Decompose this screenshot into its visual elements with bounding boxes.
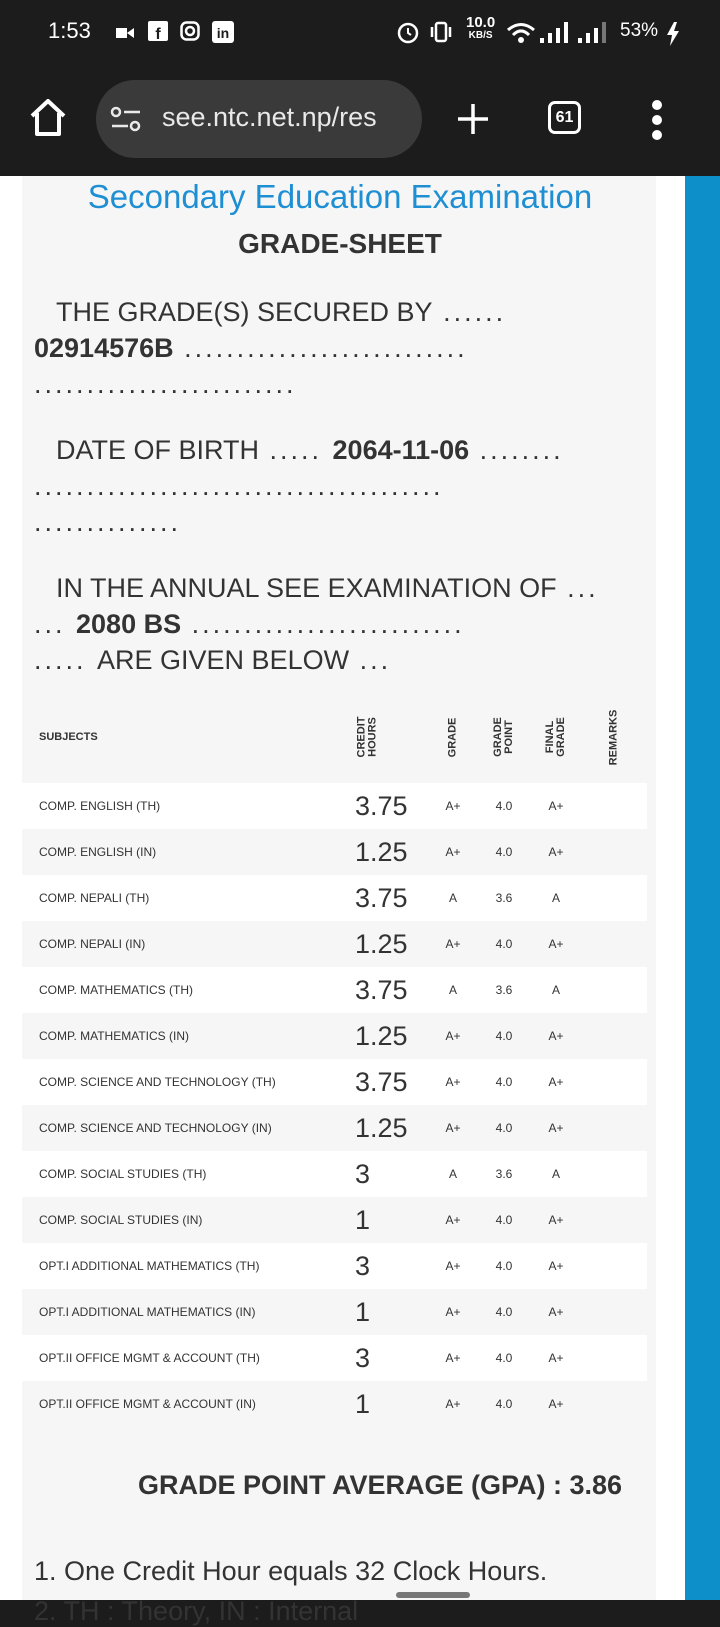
remarks-cell [581,1105,647,1151]
vibrate-icon [428,20,454,44]
table-row [22,1243,656,1289]
spacer-cell [647,1151,656,1197]
credit-hours-cell: 1.25 [355,921,429,967]
table-header-row [22,691,656,783]
final-grade-cell: A+ [531,1059,581,1105]
subject-cell: OPT.I ADDITIONAL MATHEMATICS (IN) [22,1289,355,1335]
spacer-cell [647,783,656,829]
grade-cell: A+ [429,1059,477,1105]
table-row [22,967,656,1013]
subject-cell: OPT.II OFFICE MGMT & ACCOUNT (TH) [22,1335,355,1381]
spacer-cell [647,829,656,875]
exam-paragraph: IN THE ANNUAL SEE EXAMINATION OF ... ... 2080 BS .......................... ..... ARE GIVEN BELOW ... [34,573,599,675]
grades-table [22,691,656,1427]
dob-value: 2064-11-06 [332,435,470,465]
grade-cell: A+ [429,1381,477,1427]
header-final-grade: FINAL GRADE [543,717,567,757]
final-grade-cell: A+ [531,1105,581,1151]
final-grade-cell: A [531,1151,581,1197]
table-row [22,1059,656,1105]
spacer-cell [647,1197,656,1243]
remarks-cell [581,1289,647,1335]
final-grade-cell: A [531,967,581,1013]
sidebar-stripe [685,176,720,1600]
signal-icon-2 [578,22,608,44]
final-grade-cell: A [531,875,581,921]
grade-cell: A [429,1151,477,1197]
credit-hours-cell: 3.75 [355,875,429,921]
remarks-cell [581,875,647,921]
menu-icon[interactable] [650,99,664,141]
header-grade: GRADE [446,717,459,758]
grade-point-cell: 4.0 [477,1059,531,1105]
grade-cell: A+ [429,1105,477,1151]
dob-label: DATE OF BIRTH [56,435,260,465]
grade-point-cell: 3.6 [477,967,531,1013]
credit-hours-cell: 1.25 [355,1013,429,1059]
final-grade-cell: A+ [531,783,581,829]
table-row [22,1289,656,1335]
alarm-icon [397,20,419,44]
final-grade-cell: A+ [531,1381,581,1427]
credit-hours-cell: 3.75 [355,1059,429,1105]
grade-cell: A [429,967,477,1013]
subject-cell: OPT.II OFFICE MGMT & ACCOUNT (IN) [22,1381,355,1427]
remarks-cell [581,1243,647,1289]
table-row [22,1335,656,1381]
gpa-summary: GRADE POINT AVERAGE (GPA) : 3.86 [138,1470,623,1500]
credit-hours-cell: 1 [355,1197,429,1243]
grade-point-cell: 3.6 [477,1151,531,1197]
header-credit-hours: CREDIT HOURS [355,716,379,758]
subject-cell: COMP. NEPALI (TH) [22,875,355,921]
spacer-cell [647,1013,656,1059]
grade-cell: A+ [429,1013,477,1059]
spacer-cell [647,1105,656,1151]
subject-cell: OPT.I ADDITIONAL MATHEMATICS (TH) [22,1243,355,1289]
network-speed-value: 10.0 [466,14,496,31]
url-text[interactable]: see.ntc.net.np/res [162,102,377,132]
grade-cell: A [429,875,477,921]
credit-hours-cell: 3.75 [355,967,429,1013]
exam-year: 2080 BS [76,609,182,639]
status-bar [0,0,720,64]
home-icon[interactable] [28,96,68,138]
subject-cell: COMP. SCIENCE AND TECHNOLOGY (IN) [22,1105,355,1151]
grade-cell: A+ [429,1335,477,1381]
secured-by-paragraph: THE GRADE(S) SECURED BY ...... 02914576B ........................... ......................... [34,297,507,399]
spacer-cell [647,1243,656,1289]
subject-cell: COMP. SOCIAL STUDIES (IN) [22,1197,355,1243]
grade-point-cell: 4.0 [477,921,531,967]
grade-point-cell: 4.0 [477,783,531,829]
final-grade-cell: A+ [531,1013,581,1059]
linkedin-icon [212,21,234,43]
grade-cell: A+ [429,1197,477,1243]
tab-switcher-button[interactable] [548,101,581,134]
webpage-content [0,176,720,1626]
given-below-text: ARE GIVEN BELOW [97,645,350,675]
facebook-icon [148,21,168,41]
sheet-title: GRADE-SHEET [238,228,442,259]
grade-cell: A+ [429,783,477,829]
grade-cell: A+ [429,829,477,875]
secured-by-label: THE GRADE(S) SECURED BY [56,297,433,327]
network-speed-unit: KB/S [468,30,493,41]
status-time: 1:53 [48,18,91,43]
note-abbreviations: 2. TH : Theory, IN : Internal [34,1596,359,1626]
exam-title: Secondary Education Examination [87,178,593,215]
grade-point-cell: 4.0 [477,829,531,875]
credit-hours-cell: 1.25 [355,1105,429,1151]
signal-icon [540,22,570,44]
remarks-cell [581,921,647,967]
grade-point-cell: 4.0 [477,1381,531,1427]
remarks-cell [581,1197,647,1243]
spacer-cell [647,921,656,967]
table-row [22,1105,656,1151]
subject-cell: COMP. SCIENCE AND TECHNOLOGY (TH) [22,1059,355,1105]
final-grade-cell: A+ [531,829,581,875]
credit-hours-cell: 3 [355,1243,429,1289]
spacer-cell [647,1381,656,1427]
site-settings-icon[interactable] [110,106,142,134]
grade-cell: A+ [429,1289,477,1335]
wifi-icon [506,22,536,44]
exam-label: IN THE ANNUAL SEE EXAMINATION OF [56,573,557,603]
credit-hours-cell: 3 [355,1151,429,1197]
table-row [22,1151,656,1197]
credit-hours-cell: 1 [355,1381,429,1427]
final-grade-cell: A+ [531,1289,581,1335]
symbol-number: 02914576B [34,333,174,363]
svg-text:f: f [155,26,161,43]
remarks-cell [581,1013,647,1059]
header-grade-point: GRADE POINT [491,717,515,757]
remarks-cell [581,783,647,829]
final-grade-cell: A+ [531,1197,581,1243]
note-credit-hour: 1. One Credit Hour equals 32 Clock Hours. [34,1556,548,1586]
spacer-cell [647,967,656,1013]
spacer-cell [647,875,656,921]
credit-hours-cell: 3 [355,1335,429,1381]
browser-toolbar [0,64,720,176]
dob-paragraph: DATE OF BIRTH ..... 2064-11-06 ........ ....................................... .............. [34,435,564,537]
video-icon [116,27,134,39]
subject-cell: COMP. ENGLISH (IN) [22,829,355,875]
grade-point-cell: 4.0 [477,1197,531,1243]
grade-point-cell: 4.0 [477,1289,531,1335]
svg-text:in: in [216,25,230,41]
table-row [22,921,656,967]
grade-cell: A+ [429,921,477,967]
instagram-icon [180,21,200,41]
table-row [22,875,656,921]
final-grade-cell: A+ [531,1335,581,1381]
spacer-cell [647,1289,656,1335]
table-row [22,1197,656,1243]
remarks-cell [581,1381,647,1427]
credit-hours-cell: 1 [355,1289,429,1335]
grade-cell: A+ [429,1243,477,1289]
spacer-cell [647,1335,656,1381]
grade-point-cell: 4.0 [477,1335,531,1381]
table-row [22,1381,656,1427]
address-bar[interactable] [96,80,422,158]
subject-cell: COMP. NEPALI (IN) [22,921,355,967]
subject-cell: COMP. SOCIAL STUDIES (TH) [22,1151,355,1197]
tab-count: 61 [555,109,574,126]
subject-cell: COMP. MATHEMATICS (TH) [22,967,355,1013]
header-remarks: REMARKS [607,709,620,766]
new-tab-icon[interactable] [456,102,490,136]
subject-cell: COMP. ENGLISH (TH) [22,783,355,829]
remarks-cell [581,1151,647,1197]
spacer-cell [647,1059,656,1105]
battery-percent: 53% [620,20,659,41]
charging-icon [666,22,680,46]
remarks-cell [581,967,647,1013]
table-row [22,829,656,875]
horizontal-scrollbar[interactable] [396,1592,470,1598]
table-row [22,783,656,829]
credit-hours-cell: 1.25 [355,829,429,875]
grades-table-body [22,783,656,1427]
remarks-cell [581,1059,647,1105]
final-grade-cell: A+ [531,1243,581,1289]
grade-point-cell: 4.0 [477,1105,531,1151]
grade-point-cell: 4.0 [477,1243,531,1289]
remarks-cell [581,1335,647,1381]
grade-point-cell: 4.0 [477,1013,531,1059]
grade-point-cell: 3.6 [477,875,531,921]
header-subjects: SUBJECTS [39,731,98,743]
credit-hours-cell: 3.75 [355,783,429,829]
table-row [22,1013,656,1059]
remarks-cell [581,829,647,875]
subject-cell: COMP. MATHEMATICS (IN) [22,1013,355,1059]
final-grade-cell: A+ [531,921,581,967]
